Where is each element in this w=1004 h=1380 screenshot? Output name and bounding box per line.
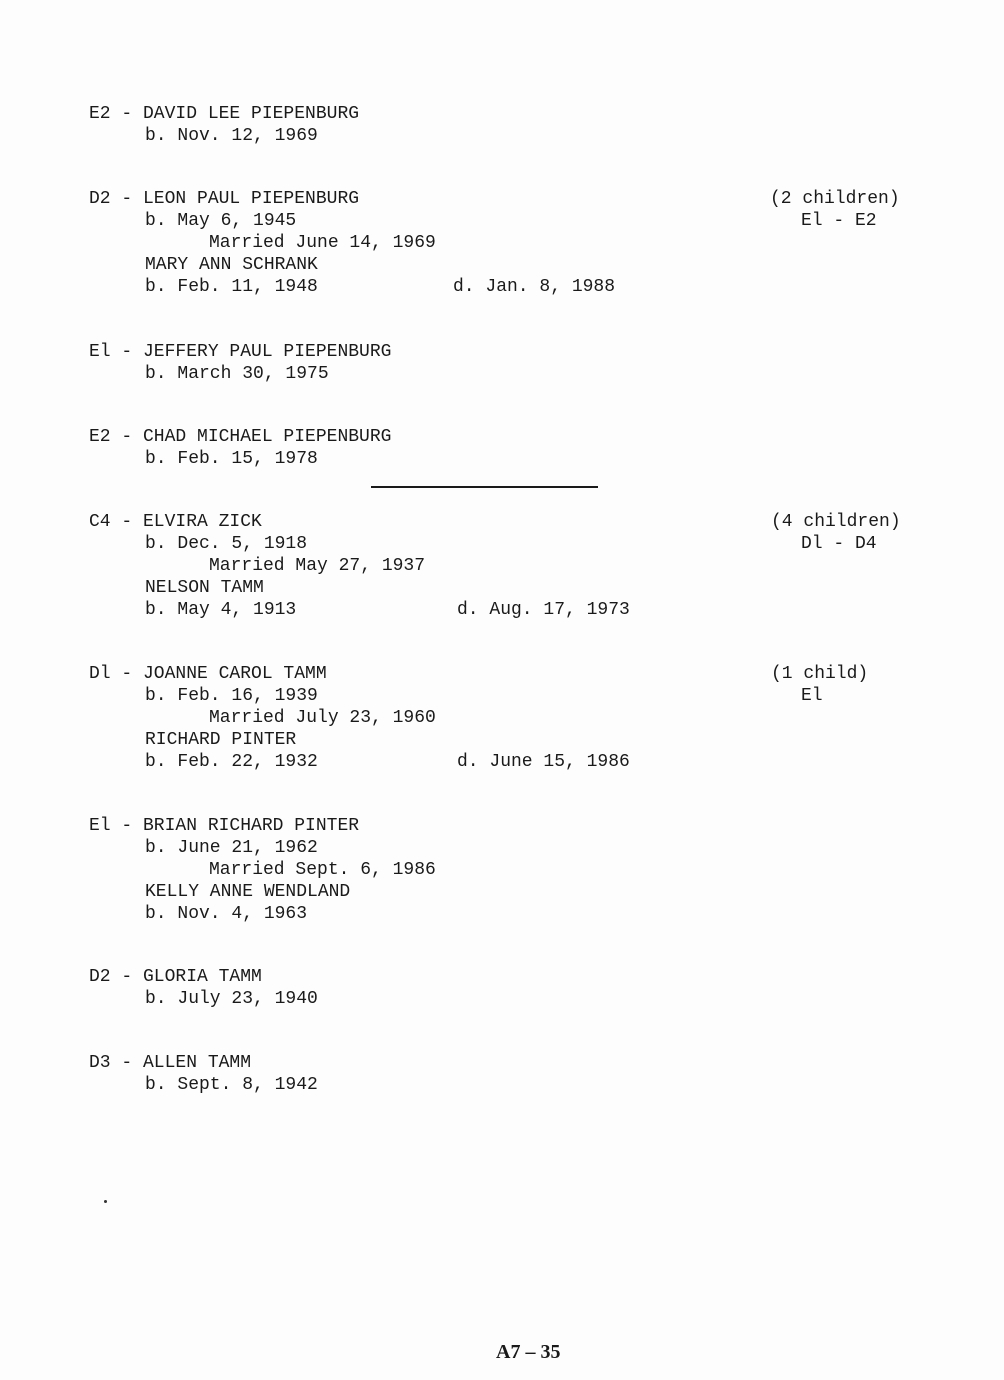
children-range: Dl - D4 bbox=[801, 534, 877, 554]
marriage-date: Married May 27, 1937 bbox=[209, 556, 426, 576]
marriage-date: Married June 14, 1969 bbox=[209, 233, 436, 253]
spouse-name: MARY ANN SCHRANK bbox=[145, 255, 318, 275]
entry-heading: D2 - GLORIA TAMM bbox=[89, 967, 262, 987]
birth-date: b. June 21, 1962 bbox=[145, 838, 318, 858]
spouse-name: NELSON TAMM bbox=[145, 578, 264, 598]
spouse-birth-date: b. Nov. 4, 1963 bbox=[145, 904, 308, 924]
birth-date: b. Feb. 15, 1978 bbox=[145, 449, 318, 469]
birth-date: b. Feb. 16, 1939 bbox=[145, 686, 318, 706]
children-count: (1 child) bbox=[771, 664, 869, 684]
spouse-death-date: d. Jan. 8, 1988 bbox=[453, 277, 616, 297]
marriage-date: Married Sept. 6, 1986 bbox=[209, 860, 436, 880]
spouse-death-date: d. Aug. 17, 1973 bbox=[457, 600, 630, 620]
spouse-birth-date: b. Feb. 11, 1948 bbox=[145, 277, 318, 297]
children-count: (2 children) bbox=[770, 189, 900, 209]
scan-speck bbox=[104, 1200, 107, 1203]
birth-date: b. May 6, 1945 bbox=[145, 211, 297, 231]
spouse-death-date: d. June 15, 1986 bbox=[457, 752, 630, 772]
birth-date: b. Sept. 8, 1942 bbox=[145, 1075, 318, 1095]
entry-heading: Dl - JOANNE CAROL TAMM bbox=[89, 664, 327, 684]
birth-date: b. Dec. 5, 1918 bbox=[145, 534, 308, 554]
birth-date: b. July 23, 1940 bbox=[145, 989, 318, 1009]
marriage-date: Married July 23, 1960 bbox=[209, 708, 436, 728]
entry-heading: El - BRIAN RICHARD PINTER bbox=[89, 816, 360, 836]
children-range: El bbox=[801, 686, 823, 706]
section-divider bbox=[371, 486, 598, 488]
spouse-birth-date: b. Feb. 22, 1932 bbox=[145, 752, 318, 772]
entry-heading: E2 - DAVID LEE PIEPENBURG bbox=[89, 104, 360, 124]
page-number: A7 – 35 bbox=[496, 1341, 561, 1363]
children-count: (4 children) bbox=[771, 512, 901, 532]
entry-heading: D2 - LEON PAUL PIEPENBURG bbox=[89, 189, 360, 209]
birth-date: b. March 30, 1975 bbox=[145, 364, 329, 384]
entry-heading: E2 - CHAD MICHAEL PIEPENBURG bbox=[89, 427, 392, 447]
entry-heading: El - JEFFERY PAUL PIEPENBURG bbox=[89, 342, 392, 362]
children-range: El - E2 bbox=[801, 211, 877, 231]
entry-heading: C4 - ELVIRA ZICK bbox=[89, 512, 262, 532]
spouse-name: KELLY ANNE WENDLAND bbox=[145, 882, 351, 902]
birth-date: b. Nov. 12, 1969 bbox=[145, 126, 318, 146]
spouse-name: RICHARD PINTER bbox=[145, 730, 297, 750]
spouse-birth-date: b. May 4, 1913 bbox=[145, 600, 297, 620]
entry-heading: D3 - ALLEN TAMM bbox=[89, 1053, 252, 1073]
